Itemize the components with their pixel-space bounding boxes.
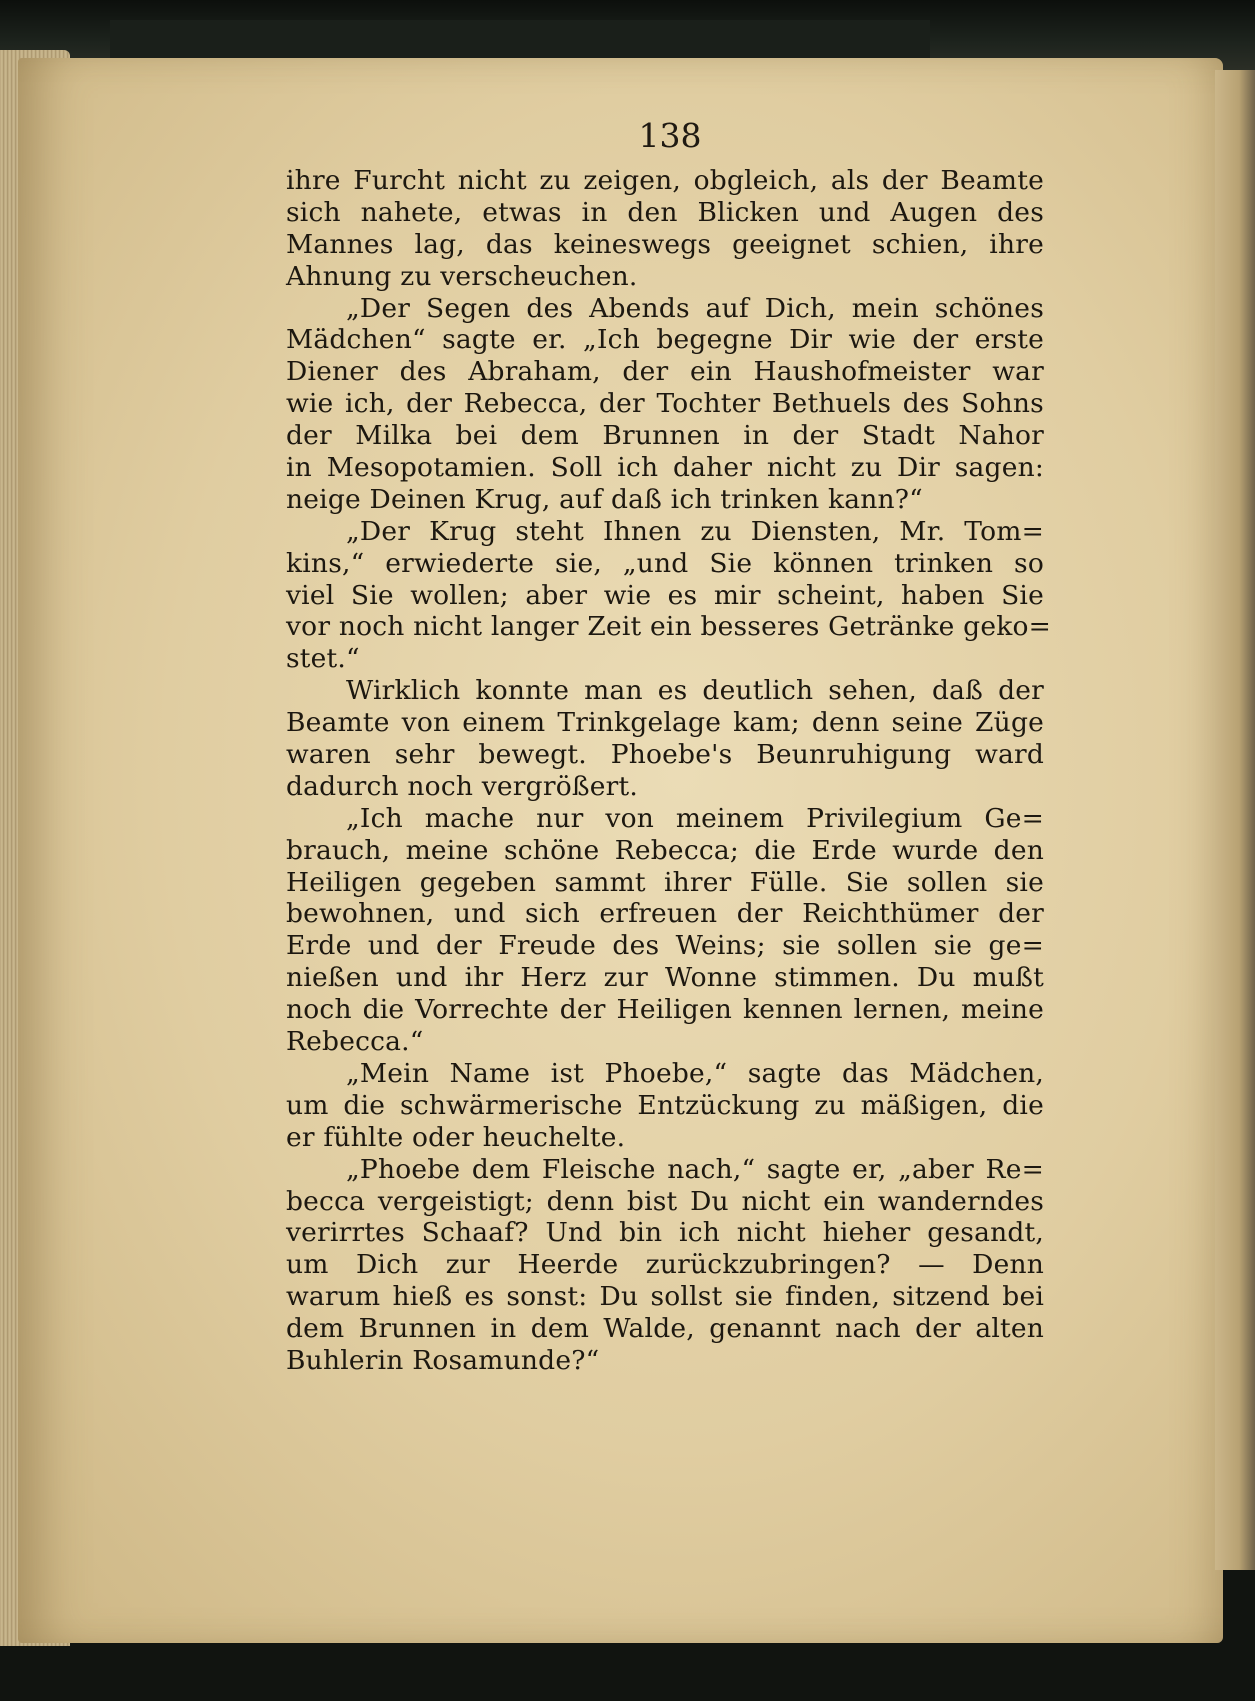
text-line: wie ich, der Rebecca, der Tochter Bethuels des Sohns: [286, 388, 1044, 420]
text-line: kins,“ erwiederte sie, „und Sie können trinken so: [286, 547, 1044, 579]
text-line: dadurch noch vergrößert.: [286, 770, 638, 802]
text-line: „Phoebe dem Fleische nach,“ sagte er, „aber Re=: [346, 1153, 1044, 1185]
text-line: dem Brunnen in dem Walde, genannt nach der alten: [286, 1313, 1044, 1345]
text-line: in Mesopotamien. Soll ich daher nicht zu Dir sagen:: [286, 452, 1044, 484]
text-line: „Der Krug steht Ihnen zu Diensten, Mr. Tom=: [346, 515, 1044, 547]
text-line: nießen und ihr Herz zur Wonne stimmen. Du mußt: [286, 962, 1044, 994]
text-line: Diener des Abraham, der ein Haushofmeister war: [286, 356, 1044, 388]
text-line: Buhlerin Rosamunde?“: [286, 1344, 600, 1376]
text-line: Beamte von einem Trinkgelage kam; denn seine Züge: [286, 707, 1044, 739]
text-line: bewohnen, und sich erfreuen der Reichthümer der: [286, 898, 1044, 930]
text-line: stet.“: [286, 643, 360, 675]
text-line: Erde und der Freude des Weins; sie sollen sie ge=: [286, 930, 1044, 962]
text-line: warum hieß es sonst: Du sollst sie finden, sitzend bei: [286, 1281, 1044, 1313]
text-line: „Mein Name ist Phoebe,“ sagte das Mädchen,: [346, 1057, 1044, 1089]
text-line: brauch, meine schöne Rebecca; die Erde wurde den: [286, 834, 1044, 866]
text-line: waren sehr bewegt. Phoebe's Beunruhigung ward: [286, 739, 1044, 771]
text-line: vor noch nicht langer Zeit ein besseres Getränke geko=: [286, 611, 1052, 643]
text-line: Mannes lag, das keineswegs geeignet schien, ihre: [286, 228, 1044, 260]
text-line: becca vergeistigt; denn bist Du nicht ein wanderndes: [286, 1185, 1044, 1217]
text-line: ihre Furcht nicht zu zeigen, obgleich, als der Beamte: [286, 165, 1044, 196]
text-line: Rebecca.“: [286, 1026, 424, 1058]
page-number: 138: [638, 116, 702, 155]
text-line: verirrtes Schaaf? Und bin ich nicht hieher gesandt,: [286, 1217, 1044, 1249]
text-line: Heiligen gegeben sammt ihrer Fülle. Sie sollen sie: [286, 866, 1044, 898]
text-line: viel Sie wollen; aber wie es mir scheint, haben Sie: [286, 579, 1044, 611]
book-bottom-background: [0, 1646, 1255, 1701]
text-line: Wirklich konnte man es deutlich sehen, daß der: [346, 675, 1044, 707]
text-line: noch die Vorrechte der Heiligen kennen lernen, meine: [286, 994, 1044, 1026]
text-line: um Dich zur Heerde zurückzubringen? — Denn: [286, 1249, 1044, 1281]
text-line: der Milka bei dem Brunnen in der Stadt Nahor: [286, 420, 1044, 452]
text-line: sich nahete, etwas in den Blicken und Augen des: [286, 196, 1044, 228]
text-line: „Ich mache nur von meinem Privilegium Ge=: [346, 802, 1044, 834]
body-text: [286, 165, 1052, 1377]
text-line: er fühlte oder heuchelte.: [286, 1121, 626, 1153]
page-right-edge: [1215, 70, 1255, 1570]
text-line: Mädchen“ sagte er. „Ich begegne Dir wie der erste: [286, 324, 1044, 356]
text-line: neige Deinen Krug, auf daß ich trinken kann?“: [286, 483, 923, 515]
text-line: um die schwärmerische Entzückung zu mäßigen, die: [286, 1089, 1044, 1121]
text-line: „Der Segen des Abends auf Dich, mein schönes: [346, 292, 1044, 324]
text-line: Ahnung zu verscheuchen.: [286, 260, 638, 292]
